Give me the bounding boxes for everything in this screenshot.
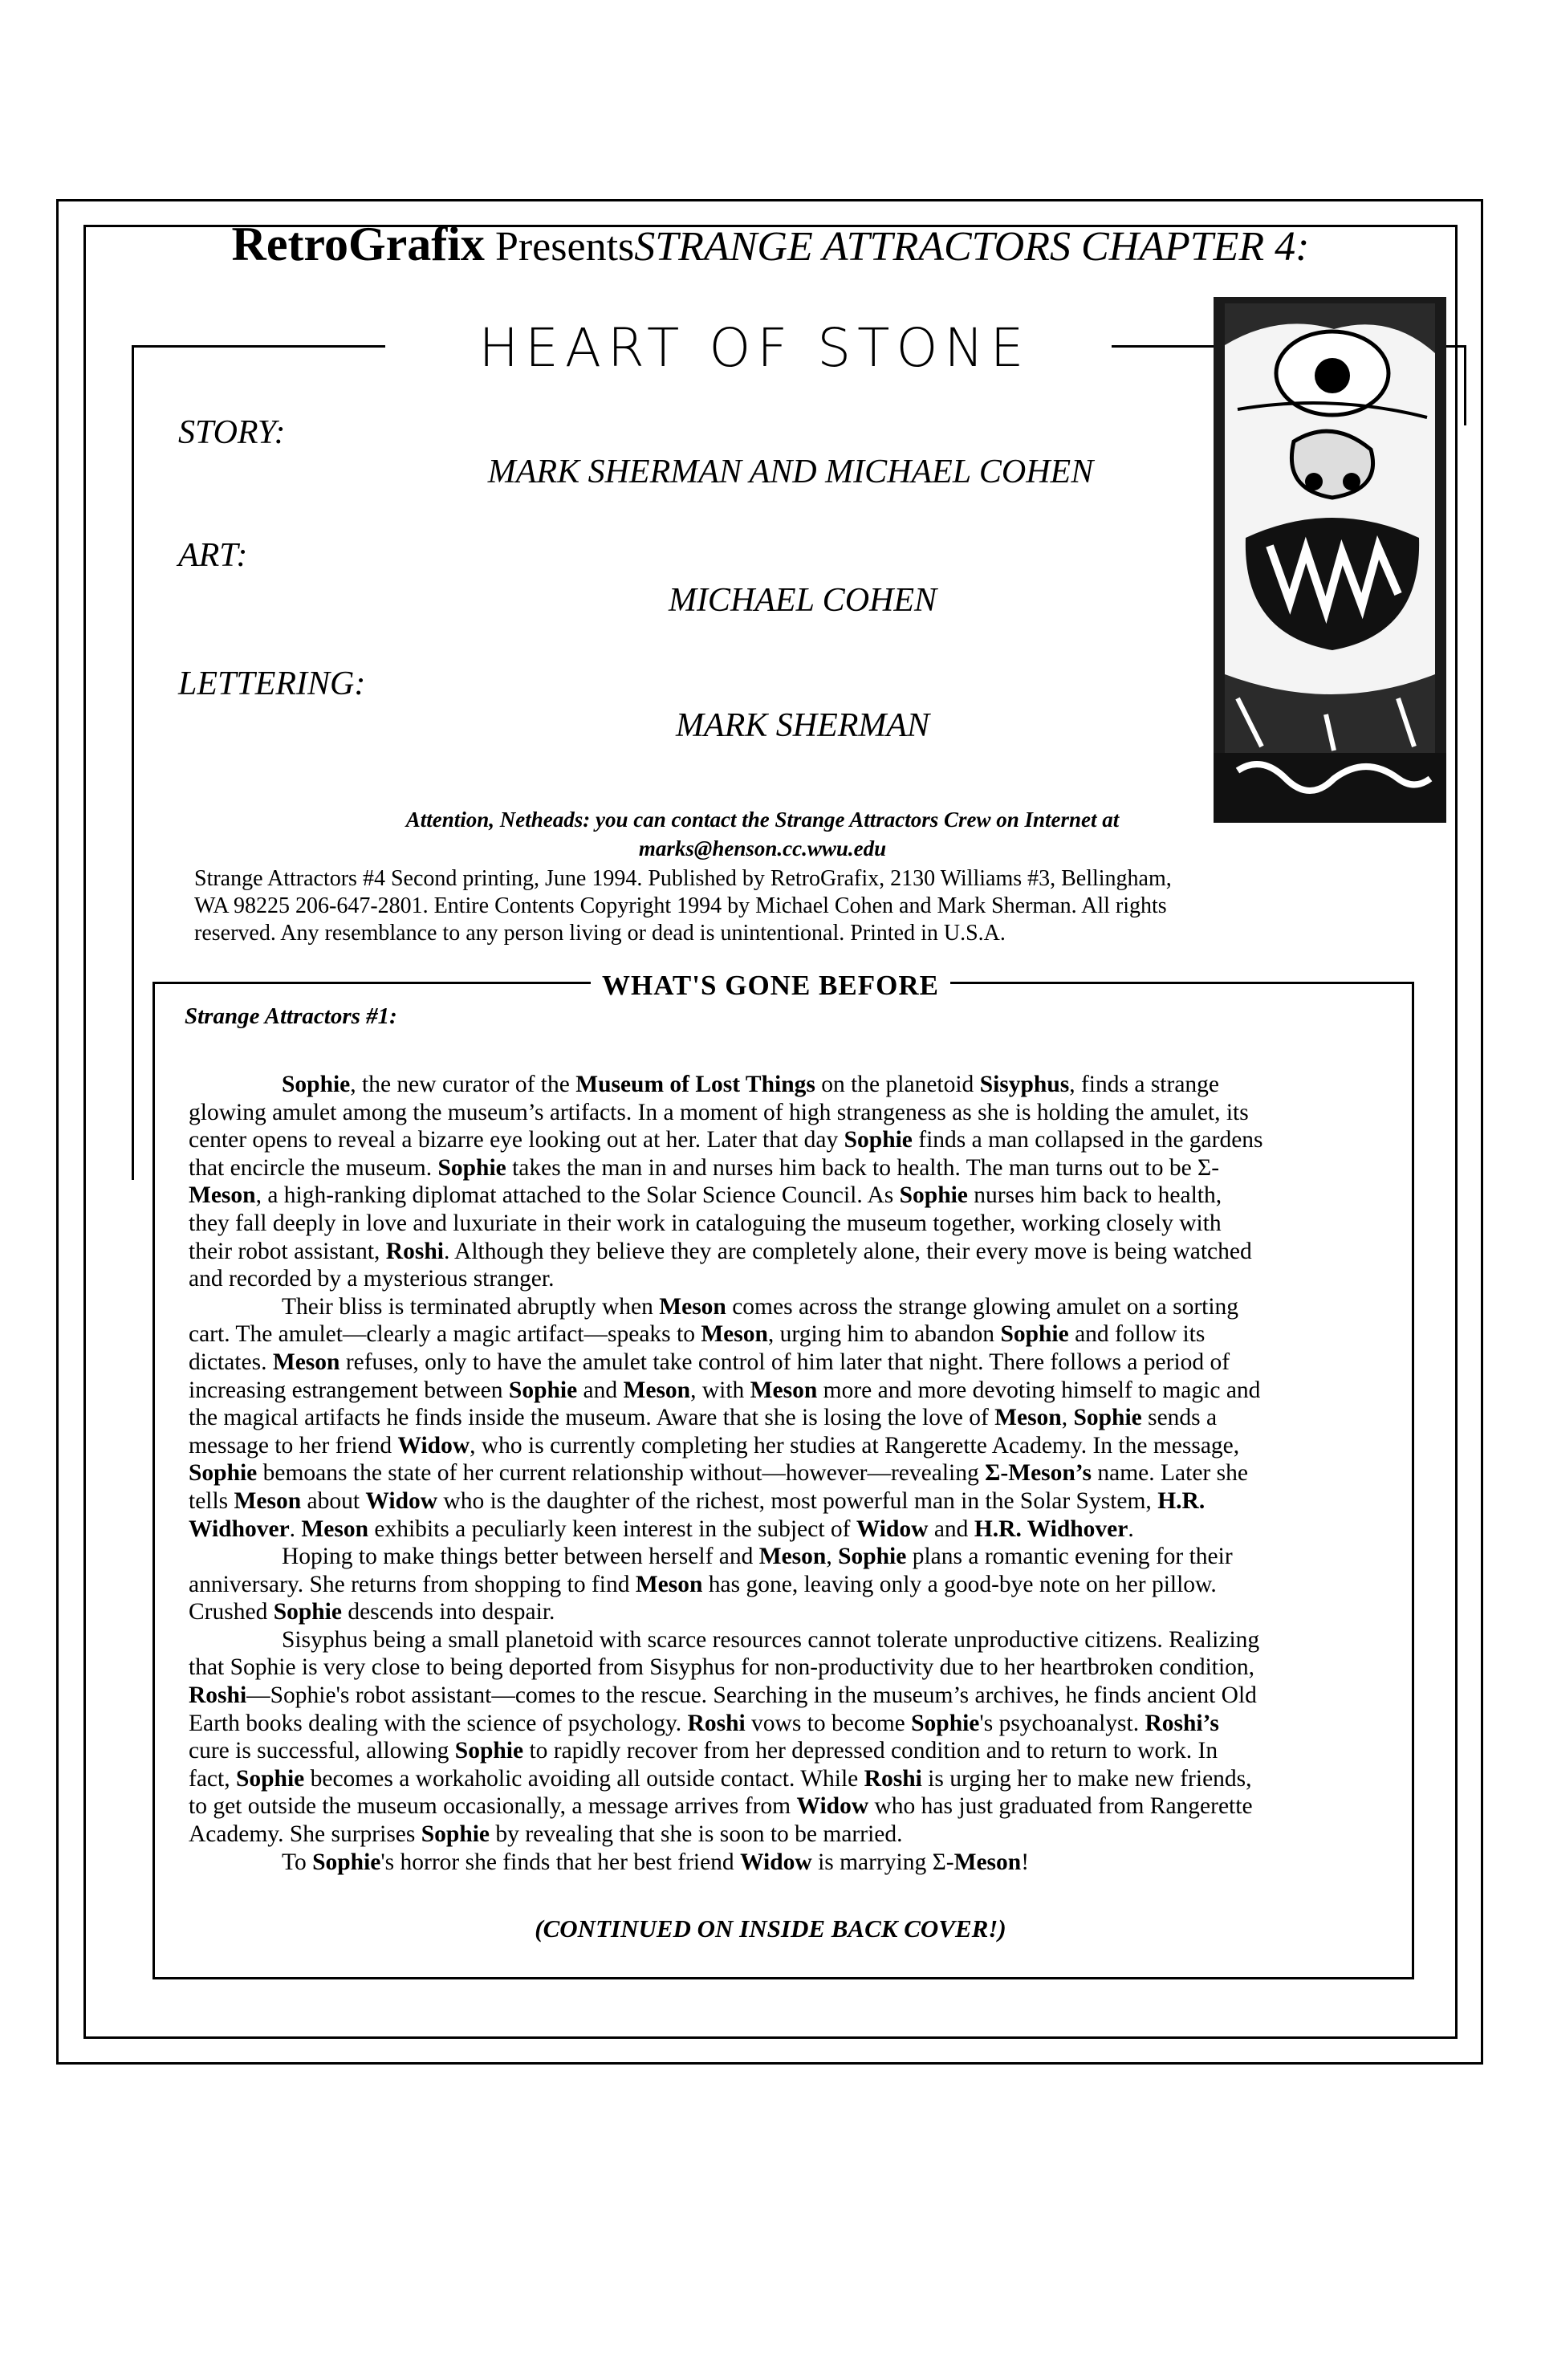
story-line: glowing amulet among the museum’s artifacts. In a moment of high strangeness as she is holding the amulet, its [189, 1099, 1249, 1125]
whats-gone-before-title [0, 970, 1541, 1002]
story-line: Sophie, the new curator of the Museum of Lost Things on the planetoid Sisyphus, finds a strange [282, 1072, 1220, 1097]
title-rule-left [132, 345, 385, 348]
publication-line-1: Strange Attractors #4 Second printing, June 1994. Published by RetroGrafix, 2130 Williams #3, Bellingham, [194, 866, 1172, 891]
story-line: the magical artifacts he finds inside the museum. Aware that she is losing the love of Meson, Sophie sends a [189, 1405, 1218, 1431]
notice-line-1: Attention, Netheads: you can contact the Strange Attractors Crew on Internet at [405, 808, 1120, 832]
story-line: tells Meson about Widow who is the daughter of the richest, most powerful man in the Solar System, H.R. [189, 1487, 1206, 1514]
story-line: fact, Sophie becomes a workaholic avoiding all outside contact. While Roshi is urging her to make new friends, [189, 1765, 1252, 1792]
title-rule-right-end [1445, 345, 1466, 348]
story-line: anniversary. She returns from shopping to find Meson has gone, leaving only a good-bye note on her pillow. [189, 1571, 1217, 1597]
story-line: Their bliss is terminated abruptly when Meson comes across the strange glowing amulet on a sorting [282, 1293, 1239, 1320]
title-rule-right [1112, 345, 1214, 348]
story-line: dictates. Meson refuses, only to have the amulet take control of him later that night. There follows a period of [189, 1349, 1230, 1375]
story-line: and recorded by a mysterious stranger. [189, 1266, 555, 1292]
brand-name: RetroGrafix [231, 218, 485, 271]
story-line: Earth books dealing with the science of psychology. Roshi vows to become Sophie's psychoanalyst. Roshi’s [189, 1710, 1219, 1736]
story-line: Academy. She surprises Sophie by revealing that she is soon to be married. [189, 1821, 903, 1848]
continued-note: (CONTINUED ON INSIDE BACK COVER!) [535, 1914, 1006, 1943]
story-line: that encircle the museum. Sophie takes the man in and nurses him back to health. The man turns out to be Σ- [189, 1154, 1220, 1181]
story-line: they fall deeply in love and luxuriate in their work in cataloguing the museum together, working closely with [189, 1210, 1222, 1236]
story-label: STORY: [178, 414, 286, 451]
story-line: their robot assistant, Roshi. Although they believe they are completely alone, their every move is being watched [189, 1238, 1252, 1264]
lettering-label: LETTERING: [178, 665, 366, 702]
internet-notice [297, 805, 1228, 863]
lettering-names: MARK SHERMAN [675, 707, 930, 744]
story-summary [189, 1071, 1344, 1876]
publication-line-3: reserved. Any resemblance to any person living or dead is unintentional. Printed in U.S.A. [194, 921, 1006, 946]
publication-line-2: WA 98225 206-647-2801. Entire Contents Copyright 1994 by Michael Cohen and Mark Sherman. All rights [194, 893, 1167, 918]
story-line: increasing estrangement between Sophie and Meson, with Meson more and more devoting himself to magic and [189, 1377, 1261, 1403]
art-names: MICHAEL COHEN [668, 582, 937, 619]
story-line: message to her friend Widow, who is currently completing her studies at Rangerette Academy. In the message, [189, 1432, 1240, 1459]
story-line: Roshi—Sophie's robot assistant—comes to the rescue. Searching in the museum’s archives, he finds ancient Old [189, 1682, 1257, 1709]
story-line: cure is successful, allowing Sophie to rapidly recover from her depressed condition and to return to work. In [189, 1738, 1218, 1764]
credits-box-right-edge [1464, 345, 1466, 425]
story-line: To Sophie's horror she finds that her best friend Widow is marrying Σ-Meson! [282, 1849, 1030, 1875]
credits-box-left-edge [132, 345, 134, 1180]
story-line: Crushed Sophie descends into despair. [189, 1599, 555, 1625]
story-line: that Sophie is very close to being deported from Sisyphus for non-productivity due to her heartbroken condition, [189, 1654, 1255, 1681]
chapter-label: CHAPTER 4: [1080, 224, 1310, 270]
story-line: Widhover. Meson exhibits a peculiarly keen interest in the subject of Widow and H.R. Widhover. [189, 1515, 1134, 1542]
publication-info [194, 865, 1414, 947]
story-line: Sophie bemoans the state of her current relationship without—however—revealing Σ-Meson’s name. Later she [189, 1460, 1248, 1487]
story-line: Sisyphus being a small planetoid with scarce resources cannot tolerate unproductive citizens. Realizing [282, 1626, 1260, 1653]
notice-email: marks@henson.cc.wwu.edu [638, 836, 887, 860]
story-line: to get outside the museum occasionally, a message arrives from Widow who has just graduated from Rangerette [189, 1793, 1253, 1820]
chapter-title: HEART OF STONE [478, 317, 1031, 379]
story-line: Hoping to make things better between herself and Meson, Sophie plans a romantic evening for their [282, 1544, 1233, 1570]
cyclops-illustration [1214, 297, 1446, 823]
story-line: cart. The amulet—clearly a magic artifact—speaks to Meson, urging him to abandon Sophie and follow its [189, 1321, 1206, 1348]
story-line: center opens to reveal a bizarre eye looking out at her. Later that day Sophie finds a man collapsed in the gardens [189, 1127, 1263, 1153]
series-title: STRANGE ATTRACTORS [634, 224, 1071, 270]
header-line [0, 217, 1541, 272]
presents-text: Presents [494, 224, 635, 270]
story-line: Meson, a high-ranking diplomat attached to the Solar Science Council. As Sophie nurses him back to health, [189, 1182, 1222, 1209]
art-label: ART: [178, 537, 248, 574]
story-names: MARK SHERMAN AND MICHAEL COHEN [487, 454, 1094, 490]
whats-gone-before-heading: WHAT'S GONE BEFORE [591, 970, 950, 1001]
issue-label: Strange Attractors #1: [185, 1003, 397, 1029]
